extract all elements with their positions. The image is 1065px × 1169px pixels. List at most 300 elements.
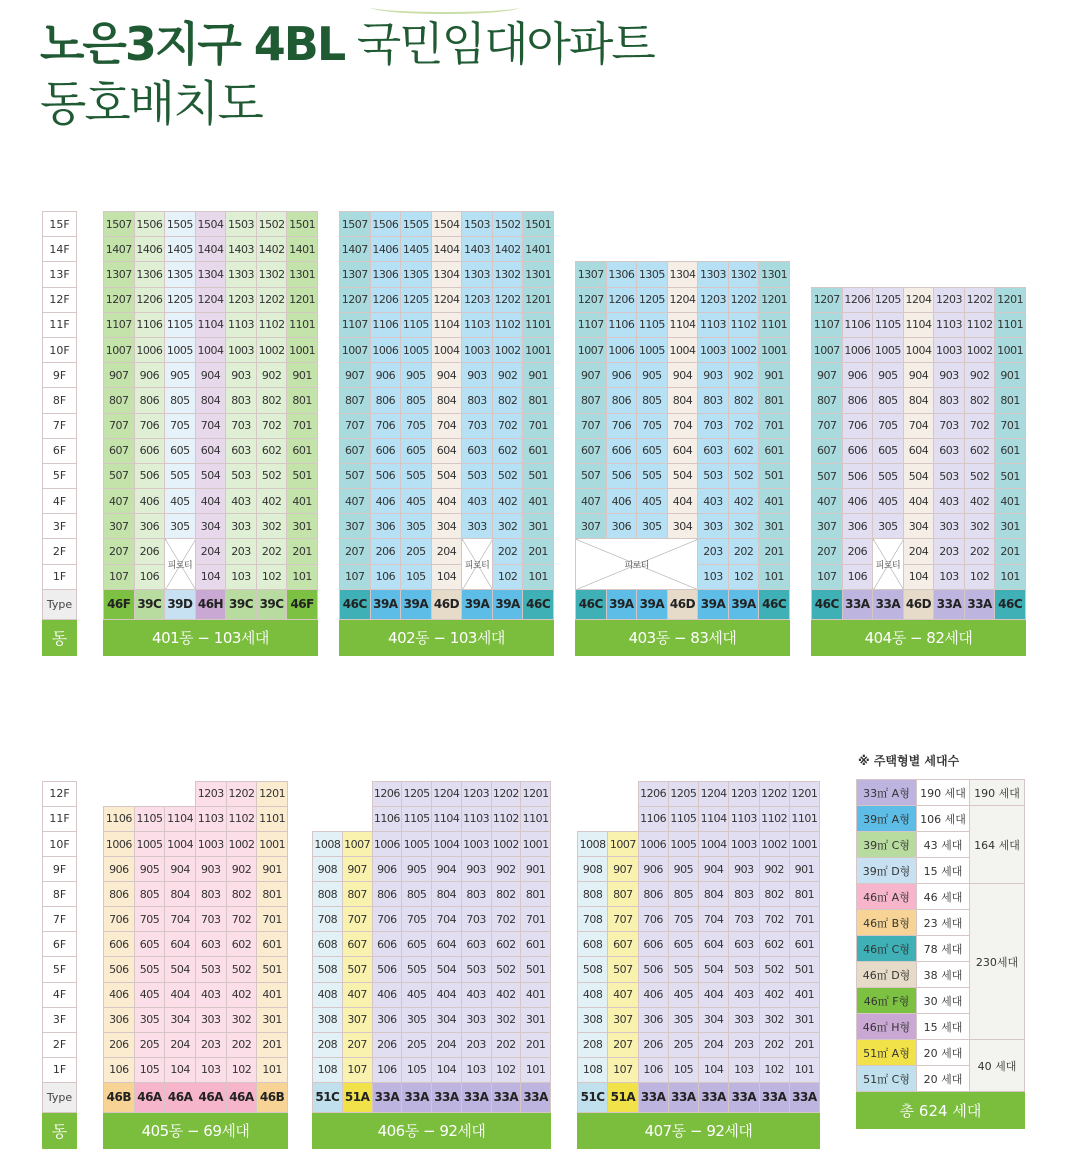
unit-cell: 1006 — [370, 337, 401, 362]
unit-cell: 102 — [491, 1057, 521, 1082]
unit-cell: 201 — [523, 539, 554, 564]
unit-cell: 401 — [287, 489, 318, 514]
unit-cell: 705 — [401, 413, 432, 438]
unit-cell: 406 — [370, 489, 401, 514]
unit-cell: 705 — [134, 907, 165, 932]
unit-cell: 604 — [667, 438, 698, 463]
unit-cell: 402 — [491, 982, 521, 1007]
unit-cell: 406 — [606, 489, 637, 514]
unit-cell: 807 — [340, 388, 371, 413]
unit-cell: 1102 — [256, 312, 287, 337]
unit-cell: 602 — [964, 438, 995, 463]
page-subtitle: 동호배치도 — [40, 76, 262, 132]
legend-count: 43 세대 — [917, 832, 970, 858]
unit-cell: 1307 — [340, 262, 371, 287]
unit-cell: 1203 — [729, 781, 759, 806]
unit-cell: 302 — [728, 514, 759, 539]
unit-cell: 1106 — [372, 806, 402, 831]
unit-cell: 1105 — [134, 806, 165, 831]
unit-cell: 501 — [257, 957, 288, 982]
floor-label: 1F — [43, 1057, 77, 1082]
unit-cell: 402 — [492, 489, 523, 514]
empty-slot — [608, 781, 638, 806]
dong-row-label: 동 — [43, 1112, 77, 1148]
unit-cell: 603 — [934, 438, 965, 463]
unit-cell: 706 — [370, 413, 401, 438]
unit-cell: 402 — [256, 489, 287, 514]
unit-cell: 502 — [759, 957, 789, 982]
empty-slot — [342, 781, 372, 806]
unit-cell: 607 — [340, 438, 371, 463]
empty-slot — [313, 806, 343, 831]
unit-cell: 207 — [104, 539, 135, 564]
unit-cell: 1008 — [313, 831, 343, 856]
unit-cell: 1101 — [523, 312, 554, 337]
unit-cell: 1205 — [401, 287, 432, 312]
legend-type: 46㎡ C형 — [857, 936, 917, 962]
unit-cell: 705 — [637, 413, 668, 438]
unit-type-cell: 33A — [372, 1082, 402, 1112]
unit-cell: 705 — [873, 413, 904, 438]
unit-cell: 804 — [667, 388, 698, 413]
unit-cell: 1007 — [340, 337, 371, 362]
unit-cell: 803 — [729, 882, 759, 907]
unit-cell: 401 — [789, 982, 819, 1007]
empty-slot — [104, 781, 135, 806]
unit-cell: 1304 — [667, 262, 698, 287]
unit-cell: 401 — [759, 489, 790, 514]
unit-cell: 703 — [934, 413, 965, 438]
unit-cell: 107 — [342, 1057, 372, 1082]
unit-cell: 805 — [165, 388, 196, 413]
unit-type-legend — [856, 779, 1025, 1129]
unit-cell: 1206 — [372, 781, 402, 806]
unit-cell: 603 — [226, 438, 257, 463]
unit-cell: 706 — [134, 413, 165, 438]
unit-cell: 1207 — [340, 287, 371, 312]
unit-cell: 904 — [432, 857, 462, 882]
unit-cell: 1002 — [226, 831, 257, 856]
unit-cell: 204 — [432, 1032, 462, 1057]
unit-cell: 804 — [903, 388, 934, 413]
unit-cell: 505 — [401, 463, 432, 488]
unit-cell: 804 — [432, 882, 462, 907]
unit-cell: 402 — [226, 982, 257, 1007]
unit-cell: 104 — [903, 564, 934, 589]
unit-cell: 301 — [995, 514, 1026, 539]
unit-cell: 1004 — [165, 831, 196, 856]
unit-cell: 207 — [608, 1032, 638, 1057]
legend-type: 46㎡ F형 — [857, 988, 917, 1014]
unit-cell: 1104 — [165, 806, 196, 831]
unit-cell: 1301 — [287, 262, 318, 287]
unit-type-cell: 33A — [964, 589, 995, 619]
unit-cell: 1005 — [873, 337, 904, 362]
unit-cell: 607 — [812, 438, 843, 463]
unit-type-cell: 33A — [699, 1082, 729, 1112]
unit-cell: 506 — [134, 463, 165, 488]
unit-cell: 605 — [134, 932, 165, 957]
unit-cell: 201 — [287, 539, 318, 564]
unit-cell: 1006 — [606, 337, 637, 362]
floor-label: 5F — [43, 957, 77, 982]
unit-cell: 204 — [165, 1032, 196, 1057]
unit-cell: 504 — [165, 957, 196, 982]
unit-cell: 801 — [521, 882, 551, 907]
unit-cell: 406 — [842, 489, 873, 514]
unit-type-cell: 46H — [195, 589, 226, 619]
legend-group-total: 190 세대 — [970, 780, 1025, 806]
unit-cell: 307 — [104, 514, 135, 539]
unit-cell: 101 — [995, 564, 1026, 589]
unit-type-cell: 33A — [842, 589, 873, 619]
building-403-grid — [575, 261, 790, 655]
unit-cell: 904 — [667, 363, 698, 388]
unit-cell: 104 — [165, 1057, 196, 1082]
type-row-label: Type — [43, 589, 77, 619]
unit-cell: 308 — [578, 1007, 608, 1032]
unit-cell: 1501 — [523, 212, 554, 237]
unit-cell: 407 — [608, 982, 638, 1007]
unit-type-cell: 33A — [759, 1082, 789, 1112]
unit-type-cell: 46B — [257, 1082, 288, 1112]
empty-slot — [342, 806, 372, 831]
unit-cell: 304 — [432, 1007, 462, 1032]
unit-cell: 905 — [873, 363, 904, 388]
unit-cell: 1001 — [995, 337, 1026, 362]
unit-cell: 1106 — [370, 312, 401, 337]
unit-cell: 1401 — [523, 237, 554, 262]
unit-cell: 1204 — [903, 287, 934, 312]
unit-cell: 702 — [964, 413, 995, 438]
legend-type: 33㎡ A형 — [857, 780, 917, 806]
floor-label: 7F — [43, 413, 77, 438]
unit-cell: 907 — [608, 857, 638, 882]
unit-cell: 305 — [637, 514, 668, 539]
unit-cell: 603 — [698, 438, 729, 463]
unit-cell: 501 — [521, 957, 551, 982]
unit-cell: 1506 — [134, 212, 165, 237]
unit-cell: 1203 — [226, 287, 257, 312]
unit-cell: 906 — [372, 857, 402, 882]
unit-cell: 906 — [638, 857, 668, 882]
unit-cell: 604 — [903, 438, 934, 463]
unit-cell: 403 — [462, 489, 493, 514]
unit-cell: 203 — [226, 539, 257, 564]
floor-label: 12F — [43, 287, 77, 312]
unit-cell: 302 — [256, 514, 287, 539]
unit-cell: 405 — [873, 489, 904, 514]
unit-cell: 107 — [812, 564, 843, 589]
unit-cell: 1003 — [462, 337, 493, 362]
unit-cell: 802 — [964, 388, 995, 413]
unit-cell: 604 — [699, 932, 729, 957]
unit-cell: 506 — [606, 463, 637, 488]
unit-cell: 1402 — [492, 237, 523, 262]
unit-cell: 1202 — [964, 287, 995, 312]
unit-cell: 1401 — [287, 237, 318, 262]
unit-cell: 306 — [134, 514, 165, 539]
unit-cell: 303 — [462, 514, 493, 539]
unit-cell: 504 — [195, 463, 226, 488]
legend-count: 38 세대 — [917, 962, 970, 988]
unit-cell: 305 — [134, 1007, 165, 1032]
unit-cell: 1008 — [578, 831, 608, 856]
floor-label-column — [42, 781, 77, 1149]
unit-cell: 106 — [372, 1057, 402, 1082]
unit-cell: 1507 — [340, 212, 371, 237]
unit-cell: 608 — [578, 932, 608, 957]
unit-cell: 901 — [789, 857, 819, 882]
legend-count: 20 세대 — [917, 1040, 970, 1066]
legend-count: 190 세대 — [917, 780, 970, 806]
unit-cell: 601 — [995, 438, 1026, 463]
unit-type-cell: 33A — [873, 589, 904, 619]
unit-type-cell: 33A — [934, 589, 965, 619]
legend-count: 78 세대 — [917, 936, 970, 962]
unit-cell: 904 — [699, 857, 729, 882]
unit-cell: 1201 — [789, 781, 819, 806]
unit-cell: 803 — [462, 388, 493, 413]
unit-cell: 105 — [401, 564, 432, 589]
unit-cell: 704 — [432, 907, 462, 932]
unit-cell: 1302 — [492, 262, 523, 287]
unit-cell: 1004 — [432, 831, 462, 856]
unit-cell: 206 — [370, 539, 401, 564]
unit-cell: 1406 — [134, 237, 165, 262]
unit-cell: 805 — [401, 388, 432, 413]
unit-cell: 1101 — [257, 806, 288, 831]
unit-cell: 308 — [313, 1007, 343, 1032]
page-title — [40, 14, 654, 74]
unit-cell: 502 — [492, 463, 523, 488]
unit-cell: 903 — [461, 857, 491, 882]
pilotis-area: 피로티 — [462, 539, 493, 589]
unit-cell: 1106 — [104, 806, 135, 831]
unit-cell: 703 — [729, 907, 759, 932]
unit-cell: 806 — [134, 388, 165, 413]
unit-type-cell: 46D — [903, 589, 934, 619]
unit-cell: 502 — [491, 957, 521, 982]
legend-count: 23 세대 — [917, 910, 970, 936]
unit-cell: 1203 — [462, 287, 493, 312]
unit-cell: 1207 — [576, 287, 607, 312]
unit-cell: 101 — [789, 1057, 819, 1082]
unit-cell: 502 — [256, 463, 287, 488]
unit-cell: 204 — [431, 539, 462, 564]
unit-cell: 701 — [521, 907, 551, 932]
unit-cell: 404 — [667, 489, 698, 514]
unit-cell: 1007 — [608, 831, 638, 856]
unit-cell: 902 — [759, 857, 789, 882]
unit-cell: 1007 — [812, 337, 843, 362]
unit-cell: 1104 — [667, 312, 698, 337]
unit-cell: 104 — [195, 564, 226, 589]
unit-cell: 902 — [256, 363, 287, 388]
floor-label: 1F — [43, 564, 77, 589]
unit-cell: 1201 — [523, 287, 554, 312]
unit-cell: 403 — [461, 982, 491, 1007]
unit-cell: 502 — [226, 957, 257, 982]
unit-type-cell: 46C — [812, 589, 843, 619]
unit-cell: 102 — [492, 564, 523, 589]
unit-cell: 104 — [431, 564, 462, 589]
unit-cell: 306 — [370, 514, 401, 539]
unit-cell: 1004 — [667, 337, 698, 362]
unit-cell: 703 — [462, 413, 493, 438]
unit-cell: 904 — [431, 363, 462, 388]
unit-cell: 404 — [195, 489, 226, 514]
unit-type-cell: 51A — [608, 1082, 638, 1112]
unit-cell: 1206 — [134, 287, 165, 312]
unit-cell: 1102 — [226, 806, 257, 831]
unit-cell: 807 — [342, 882, 372, 907]
unit-cell: 1304 — [195, 262, 226, 287]
unit-cell: 705 — [668, 907, 698, 932]
unit-cell: 103 — [729, 1057, 759, 1082]
building-406-grid — [312, 781, 551, 1149]
unit-cell: 903 — [195, 857, 226, 882]
unit-cell: 801 — [257, 882, 288, 907]
floor-label: 10F — [43, 831, 77, 856]
type-row-label: Type — [43, 1082, 77, 1112]
unit-cell: 101 — [287, 564, 318, 589]
unit-cell: 306 — [606, 514, 637, 539]
unit-cell: 905 — [402, 857, 432, 882]
unit-cell: 901 — [287, 363, 318, 388]
unit-cell: 501 — [995, 463, 1026, 488]
unit-cell: 902 — [491, 857, 521, 882]
unit-cell: 901 — [759, 363, 790, 388]
unit-cell: 808 — [313, 882, 343, 907]
unit-cell: 106 — [104, 1057, 135, 1082]
unit-cell: 504 — [667, 463, 698, 488]
unit-cell: 1104 — [903, 312, 934, 337]
unit-cell: 1002 — [728, 337, 759, 362]
empty-slot — [134, 781, 165, 806]
unit-cell: 306 — [372, 1007, 402, 1032]
unit-cell: 707 — [104, 413, 135, 438]
unit-cell: 305 — [401, 514, 432, 539]
legend-type: 46㎡ D형 — [857, 962, 917, 988]
unit-cell: 502 — [728, 463, 759, 488]
unit-cell: 405 — [134, 982, 165, 1007]
floor-label: 13F — [43, 262, 77, 287]
unit-cell: 406 — [104, 982, 135, 1007]
unit-cell: 605 — [401, 438, 432, 463]
unit-cell: 201 — [257, 1032, 288, 1057]
unit-cell: 201 — [521, 1032, 551, 1057]
unit-cell: 1205 — [165, 287, 196, 312]
unit-cell: 301 — [523, 514, 554, 539]
floor-label: 7F — [43, 907, 77, 932]
unit-type-cell: 39A — [370, 589, 401, 619]
unit-cell: 503 — [729, 957, 759, 982]
unit-cell: 403 — [729, 982, 759, 1007]
unit-cell: 403 — [698, 489, 729, 514]
unit-cell: 104 — [432, 1057, 462, 1082]
unit-cell: 1201 — [257, 781, 288, 806]
empty-slot — [578, 806, 608, 831]
unit-cell: 807 — [576, 388, 607, 413]
unit-cell: 606 — [134, 438, 165, 463]
unit-cell: 301 — [521, 1007, 551, 1032]
unit-type-cell: 39A — [728, 589, 759, 619]
unit-cell: 1101 — [287, 312, 318, 337]
unit-cell: 408 — [313, 982, 343, 1007]
unit-type-cell: 33A — [638, 1082, 668, 1112]
unit-cell: 1204 — [432, 781, 462, 806]
building-caption: 405동 − 69세대 — [104, 1112, 288, 1148]
unit-cell: 507 — [340, 463, 371, 488]
unit-cell: 1205 — [668, 781, 698, 806]
unit-cell: 203 — [698, 539, 729, 564]
unit-cell: 1001 — [257, 831, 288, 856]
unit-cell: 203 — [195, 1032, 226, 1057]
unit-cell: 906 — [842, 363, 873, 388]
unit-cell: 106 — [134, 564, 165, 589]
building-404-grid — [811, 287, 1026, 656]
floor-label: 6F — [43, 932, 77, 957]
unit-cell: 1206 — [370, 287, 401, 312]
unit-cell: 601 — [523, 438, 554, 463]
unit-cell: 1204 — [195, 287, 226, 312]
building-405-grid — [103, 781, 288, 1149]
unit-cell: 201 — [789, 1032, 819, 1057]
unit-cell: 601 — [759, 438, 790, 463]
unit-cell: 103 — [226, 564, 257, 589]
unit-cell: 601 — [257, 932, 288, 957]
unit-cell: 801 — [789, 882, 819, 907]
unit-cell: 1005 — [668, 831, 698, 856]
unit-cell: 1003 — [461, 831, 491, 856]
unit-cell: 505 — [637, 463, 668, 488]
unit-cell: 1107 — [340, 312, 371, 337]
unit-cell: 206 — [134, 539, 165, 564]
building-407-grid — [577, 781, 820, 1149]
unit-cell: 1406 — [370, 237, 401, 262]
unit-cell: 507 — [104, 463, 135, 488]
unit-cell: 1004 — [699, 831, 729, 856]
unit-cell: 1206 — [638, 781, 668, 806]
floor-label: 2F — [43, 1032, 77, 1057]
unit-cell: 405 — [668, 982, 698, 1007]
unit-cell: 907 — [342, 857, 372, 882]
unit-cell: 306 — [638, 1007, 668, 1032]
unit-cell: 602 — [759, 932, 789, 957]
building-401-grid — [103, 211, 318, 656]
unit-cell: 503 — [461, 957, 491, 982]
unit-cell: 706 — [606, 413, 637, 438]
unit-cell: 707 — [342, 907, 372, 932]
unit-type-cell: 39C — [226, 589, 257, 619]
unit-cell: 1303 — [462, 262, 493, 287]
unit-cell: 603 — [462, 438, 493, 463]
unit-cell: 501 — [789, 957, 819, 982]
unit-cell: 205 — [134, 1032, 165, 1057]
unit-cell: 603 — [461, 932, 491, 957]
unit-cell: 907 — [812, 363, 843, 388]
unit-cell: 503 — [934, 463, 965, 488]
unit-type-cell: 39D — [165, 589, 196, 619]
floor-label: 4F — [43, 982, 77, 1007]
unit-cell: 406 — [372, 982, 402, 1007]
unit-cell: 1101 — [789, 806, 819, 831]
unit-cell: 603 — [195, 932, 226, 957]
unit-cell: 1202 — [256, 287, 287, 312]
unit-cell: 1201 — [287, 287, 318, 312]
floor-label: 4F — [43, 489, 77, 514]
